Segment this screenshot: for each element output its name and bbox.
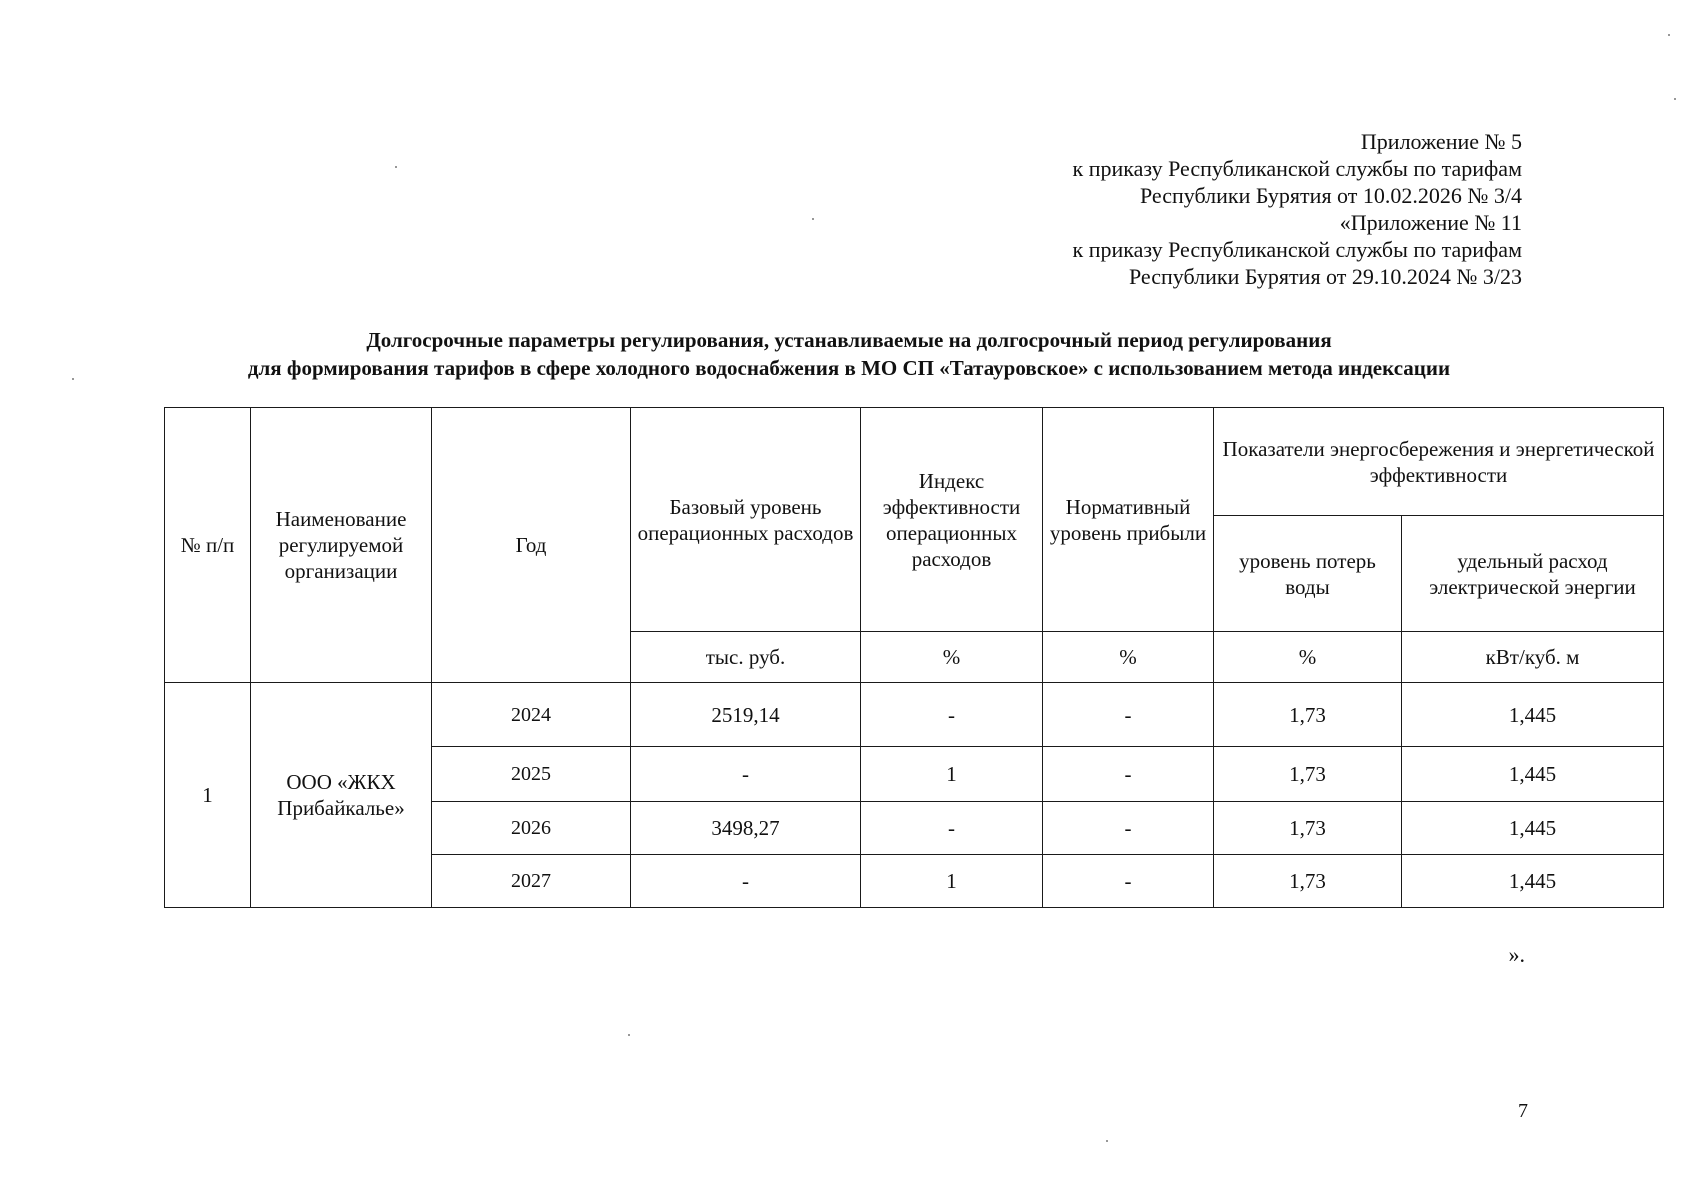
header-organization: Наименование регулируемой организации — [251, 408, 432, 683]
cell-efficiency-index: 1 — [861, 855, 1043, 908]
document-title-line-2: для формирования тарифов в сфере холодного водоснабжения в МО СП «Татауровское» с использованием метода индексации — [247, 356, 1451, 380]
cell-water-loss: 1,73 — [1214, 802, 1402, 855]
scan-speck — [1674, 98, 1676, 100]
appendix-header-line: к приказу Республиканской службы по тарифам — [1072, 156, 1522, 181]
cell-water-loss: 1,73 — [1214, 683, 1402, 747]
cell-electricity-use: 1,445 — [1402, 747, 1664, 802]
unit-normative-profit: % — [1043, 632, 1214, 683]
entry-number: 1 — [165, 683, 251, 908]
scan-speck — [1106, 1140, 1108, 1142]
header-num: № п/п — [165, 408, 251, 683]
cell-electricity-use: 1,445 — [1402, 802, 1664, 855]
cell-base-opex: - — [631, 747, 861, 802]
header-year: Год — [432, 408, 631, 683]
cell-normative-profit: - — [1043, 802, 1214, 855]
cell-year: 2027 — [432, 855, 631, 908]
header-electricity-use: удельный расход электрической энергии — [1402, 516, 1664, 632]
cell-water-loss: 1,73 — [1214, 747, 1402, 802]
appendix-header-line: Приложение № 5 — [1360, 129, 1522, 154]
unit-electricity-use: кВт/куб. м — [1402, 632, 1664, 683]
header-energy-group: Показатели энергосбережения и энергетической эффективности — [1214, 408, 1664, 516]
cell-efficiency-index: - — [861, 802, 1043, 855]
cell-base-opex: 3498,27 — [631, 802, 861, 855]
cell-base-opex: - — [631, 855, 861, 908]
cell-year: 2025 — [432, 747, 631, 802]
cell-efficiency-index: 1 — [861, 747, 1043, 802]
entry-organization: ООО «ЖКХ Прибайкалье» — [251, 683, 432, 908]
scan-speck — [812, 218, 814, 220]
scan-speck — [628, 1034, 630, 1036]
cell-water-loss: 1,73 — [1214, 855, 1402, 908]
header-water-loss: уровень потерь воды — [1214, 516, 1402, 632]
appendix-header-line: Республики Бурятия от 10.02.2026 № 3/4 — [1139, 183, 1522, 208]
cell-normative-profit: - — [1043, 855, 1214, 908]
cell-normative-profit: - — [1043, 747, 1214, 802]
appendix-header-line: Республики Бурятия от 29.10.2024 № 3/23 — [1128, 264, 1522, 289]
appendix-header — [1073, 128, 1522, 290]
unit-water-loss: % — [1214, 632, 1402, 683]
cell-efficiency-index: - — [861, 683, 1043, 747]
document-title-line-1: Долгосрочные параметры регулирования, устанавливаемые на долгосрочный период регулирования — [366, 328, 1332, 352]
regulation-parameters-table — [164, 407, 1664, 908]
table-row — [165, 683, 1664, 747]
appendix-header-line: «Приложение № 11 — [1339, 210, 1522, 235]
cell-electricity-use: 1,445 — [1402, 855, 1664, 908]
scan-speck — [1668, 34, 1670, 36]
unit-base-opex: тыс. руб. — [631, 632, 861, 683]
header-base-opex: Базовый уровень операционных расходов — [631, 408, 861, 632]
scan-speck — [395, 166, 397, 168]
header-efficiency-index: Индекс эффективности операционных расходов — [861, 408, 1043, 632]
cell-year: 2024 — [432, 683, 631, 747]
closing-quote-mark: ». — [1508, 942, 1525, 967]
appendix-header-line: к приказу Республиканской службы по тарифам — [1072, 237, 1522, 262]
header-normative-profit: Нормативный уровень прибыли — [1043, 408, 1214, 632]
cell-year: 2026 — [432, 802, 631, 855]
cell-electricity-use: 1,445 — [1402, 683, 1664, 747]
scan-speck — [72, 378, 74, 380]
cell-normative-profit: - — [1043, 683, 1214, 747]
document-title — [150, 326, 1548, 382]
unit-efficiency-index: % — [861, 632, 1043, 683]
page-number: 7 — [1518, 1100, 1528, 1122]
cell-base-opex: 2519,14 — [631, 683, 861, 747]
table-header-row — [165, 408, 1664, 516]
